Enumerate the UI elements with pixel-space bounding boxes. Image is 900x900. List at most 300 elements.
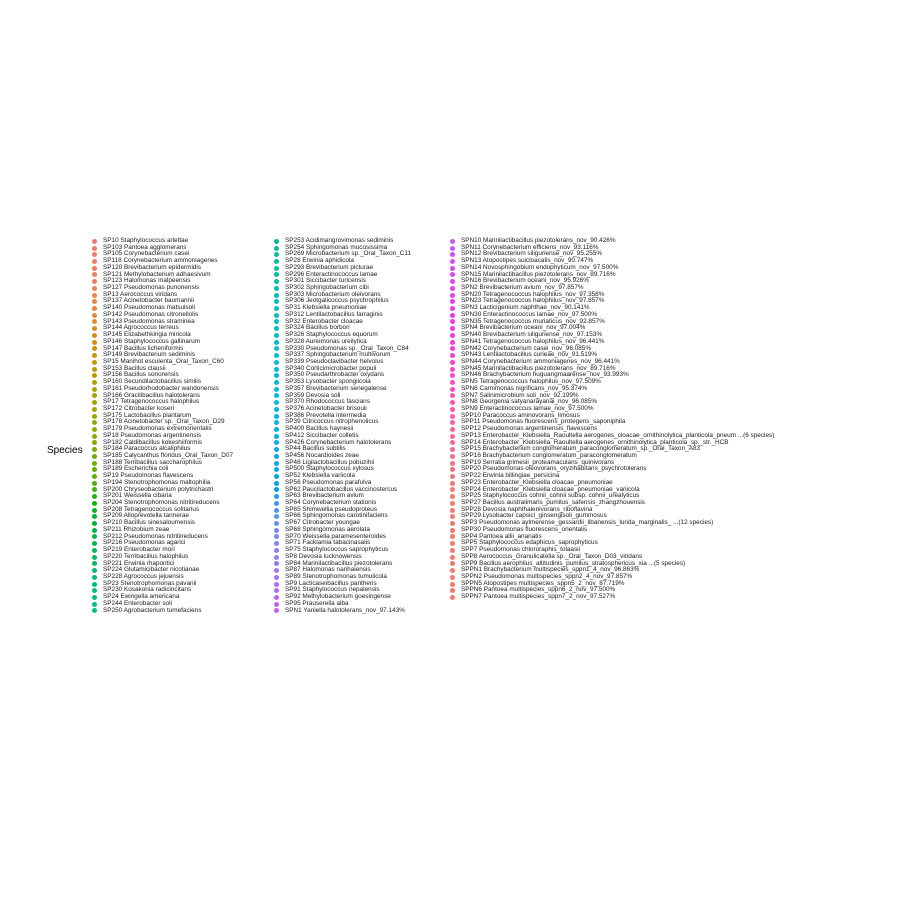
legend-label: SP228 Agrococcus jejuensis xyxy=(103,572,184,580)
legend-label: SP160 Secundilactobacillus similis xyxy=(103,378,202,386)
legend-key-dot xyxy=(450,467,455,472)
legend-key-dot xyxy=(274,501,279,506)
legend-label: SPP9 Bacillus aerophilus_altitudinis_pumilus_stratosphericus_xia ...(5 species) xyxy=(461,559,686,567)
legend-label: SP13 Aerococcus viridans xyxy=(103,290,178,298)
legend-key-dot xyxy=(450,494,455,499)
legend-label: SP144 Agrococcus terreus xyxy=(103,324,179,332)
legend-key-dot xyxy=(274,555,279,560)
legend-label: SP161 Pseudorhodobacter wandonensis xyxy=(103,384,219,392)
legend-key-dot xyxy=(92,306,97,311)
legend-item xyxy=(448,594,774,601)
legend-label: SPPN5 Atopostipes multispecies_sppn5_2_nov_87.719% xyxy=(461,579,625,587)
legend-key-dot xyxy=(274,461,279,466)
legend-key-dot xyxy=(92,440,97,445)
legend-label: SP370 Rhodococcus fascians xyxy=(285,398,370,406)
legend-label: SP84 Marinilactibacillus piezotolerans xyxy=(285,559,393,567)
legend-label: SP219 Enterobacter mori xyxy=(103,546,175,554)
legend-label: SPN45 Marinilactibacillus piezotolerans_nov_89.716% xyxy=(461,364,616,372)
legend-key-dot xyxy=(92,246,97,251)
legend-label: SP250 Agrobacterium tumefaciens xyxy=(103,606,202,614)
legend-label: SPP27 Bacillus australimaris_pumilus_safensis_zhangzhouensis xyxy=(461,499,646,507)
legend-label: SP44 Bacillus subtilis xyxy=(285,445,346,453)
legend-label: SP127 Pseudomonas punonensis xyxy=(103,284,200,292)
legend-label: SP87 Halomonas nanhaiensis xyxy=(285,566,371,574)
legend-key-dot xyxy=(450,367,455,372)
legend-key-dot xyxy=(450,427,455,432)
legend-key-dot xyxy=(92,595,97,600)
legend-label: SP324 Bacillus borbori xyxy=(285,324,350,332)
legend-label: SP359 Devosia soli xyxy=(285,391,341,399)
legend-label: SP32 Enterobacter cloacae xyxy=(285,317,363,325)
legend-label: SP328 Aureimonas ureilytica xyxy=(285,337,367,345)
legend-label: SPN40 Brevibacterium siliguriense_nov_97.153% xyxy=(461,331,603,339)
legend-label: SP184 Paracoccus alcaliphilus xyxy=(103,445,191,453)
legend-label: SPP19 Serratia grimesii_proteamaculans_quinivorans xyxy=(461,458,615,466)
legend-label: SP337 Sphingobacterium multivorum xyxy=(285,351,391,359)
legend-label: SP137 Acinetobacter baumannii xyxy=(103,297,194,305)
legend-label: SP185 Calycanthus floridus_Oral_Taxon_D07 xyxy=(103,452,234,459)
legend-key-dot xyxy=(450,272,455,277)
legend-label: SP52 Klebsiella variicola xyxy=(285,472,355,480)
legend-key-dot xyxy=(274,380,279,385)
legend-key-dot xyxy=(92,487,97,492)
legend-label: SPN10 Marinilactibacillus piezotolerans_nov_90.426% xyxy=(461,237,616,244)
legend-key-dot xyxy=(92,467,97,472)
legend-label: SP143 Pseudomonas straminea xyxy=(103,317,195,325)
legend-key-dot xyxy=(274,299,279,304)
legend-key-dot xyxy=(274,414,279,419)
legend-key-dot xyxy=(450,387,455,392)
legend-label: SPPN1 Brachybacterium multispecies_sppn1_4_nov_96.863% xyxy=(461,566,640,574)
legend-label: SP71 Facklamia tabacinasalis xyxy=(285,539,371,547)
legend-key-dot xyxy=(274,561,279,566)
legend-key-dot xyxy=(92,380,97,385)
legend-key-dot xyxy=(92,508,97,513)
legend-item xyxy=(90,608,233,615)
legend-label: SPN14 Novosphingobium endophyticum_nov_97.500% xyxy=(461,263,619,271)
legend-key-dot xyxy=(274,353,279,358)
legend-key-dot xyxy=(450,534,455,539)
legend-key-dot xyxy=(274,340,279,345)
legend-label: SPP29 Lysobacter capsici_ginsengisoli_gummosus xyxy=(461,512,607,520)
legend-key-dot xyxy=(274,602,279,607)
legend-label: SP178 Acinetobacter sp._Oral_Taxon_D29 xyxy=(103,418,225,426)
legend-label: SP19 Pseudomonas flavescens xyxy=(103,472,194,480)
legend-key-dot xyxy=(274,272,279,277)
legend-label: SP166 Gracilibacillus halotolerans xyxy=(103,391,200,399)
legend-label: SP105 Corynebacterium casei xyxy=(103,250,190,258)
legend-label: SP216 Pseudomonas agarici xyxy=(103,539,186,547)
legend-label: SP142 Pseudomonas citronellolis xyxy=(103,310,199,318)
legend-label: SPN3 Lacticigenium naphthae_nov_90.141% xyxy=(461,304,590,312)
legend-key-dot xyxy=(450,420,455,425)
legend-label: SP146 Staphylococcus gallinarum xyxy=(103,337,200,345)
legend-key-dot xyxy=(92,293,97,298)
legend-label: SP23 Stenotrophomonas pavanii xyxy=(103,579,197,587)
legend-label: SPP25 Staphylococcus cohnii_cohnii subsp. cohnii_urealyticus xyxy=(461,492,640,500)
legend-label: SPP14 Enterobacter_Klebsiella_Raoultella aerogenes_ornithinolytica_planticola_sp._str._HCB xyxy=(461,438,729,446)
legend-label: SP224 Glutamicibacter nicotianae xyxy=(103,566,200,574)
legend-label: SP64 Corynebacterium stationis xyxy=(285,499,377,507)
legend-label: SPP10 Paracoccus aminovorans_limosus xyxy=(461,411,580,419)
legend-key-dot xyxy=(450,541,455,546)
legend-key-dot xyxy=(274,582,279,587)
legend-key-dot xyxy=(92,602,97,607)
legend-label: SP253 Acidimangrovimonas sediminis xyxy=(285,237,394,244)
legend-key-dot xyxy=(274,293,279,298)
legend-key-dot xyxy=(92,340,97,345)
legend-key-dot xyxy=(450,319,455,324)
legend-key-dot xyxy=(274,548,279,553)
legend-label: SP9 Lacticaseibacillus pantheris xyxy=(285,579,377,587)
legend-key-dot xyxy=(274,487,279,492)
legend-key-dot xyxy=(450,246,455,251)
legend-label: SPP20 Pseudomonas oleovorans_oryzihabitans_psychrotolerans xyxy=(461,465,647,473)
legend-label: SP412 Siccibacter colletis xyxy=(285,431,359,439)
legend-key-dot xyxy=(274,246,279,251)
legend-label: SP70 Weissella paramesenteroides xyxy=(285,532,387,540)
legend-key-dot xyxy=(450,360,455,365)
legend-key-dot xyxy=(92,414,97,419)
legend-key-dot xyxy=(274,528,279,533)
legend-key-dot xyxy=(92,360,97,365)
legend-key-dot xyxy=(450,373,455,378)
legend-label: SP296 Enteractinococcus lamae xyxy=(285,270,378,278)
legend-key-dot xyxy=(450,521,455,526)
legend-key-dot xyxy=(92,474,97,479)
legend-label: SPP28 Devosia naphthalenivorans_riboflavina xyxy=(461,505,593,513)
legend-key-dot xyxy=(450,340,455,345)
legend-key-dot xyxy=(274,454,279,459)
legend-key-dot xyxy=(92,373,97,378)
legend-key-dot xyxy=(450,595,455,600)
legend-key-dot xyxy=(92,420,97,425)
legend-label: SPP8 Aerococcus_Granulicatella sp._Oral_Taxon_D03_viridans xyxy=(461,552,643,560)
legend-label: SP92 Methylobacterium goesingense xyxy=(285,593,391,601)
legend-key-dot xyxy=(450,474,455,479)
legend-label: SP500 Staphylococcus xylosus xyxy=(285,465,374,473)
legend-label: SPN8 Georgenia satyanarayanai_nov_96.085% xyxy=(461,398,598,406)
legend-key-dot xyxy=(92,272,97,277)
legend-label: SP121 Methylobacterium adhaesivum xyxy=(103,270,211,278)
legend-key-dot xyxy=(92,367,97,372)
legend-key-dot xyxy=(450,568,455,573)
legend-key-dot xyxy=(274,367,279,372)
legend-key-dot xyxy=(450,582,455,587)
legend-key-dot xyxy=(92,568,97,573)
legend-key-dot xyxy=(92,494,97,499)
legend-key-dot xyxy=(450,555,455,560)
legend-key-dot xyxy=(450,440,455,445)
legend-label: SPP5 Staphylococcus edaphicus_saprophyticus xyxy=(461,539,598,547)
legend-label: SPP12 Pseudomonas argentinensis_flavescens xyxy=(461,425,598,433)
legend-key-dot xyxy=(92,400,97,405)
legend-key-dot xyxy=(450,266,455,271)
legend-label: SP208 Tetragenococcus solitarius xyxy=(103,505,200,513)
legend-label: SP17 Tetragenococcus halophilus xyxy=(103,398,200,406)
legend-key-dot xyxy=(274,286,279,291)
legend-key-dot xyxy=(274,279,279,284)
legend-label: SP65 Shimwellia pseudoproteus xyxy=(285,505,378,513)
legend-key-dot xyxy=(274,608,279,613)
legend-key-dot xyxy=(92,521,97,526)
legend-key-dot xyxy=(274,467,279,472)
legend-label: SPP22 Erwinia billingiae_persicina xyxy=(461,472,560,480)
legend-key-dot xyxy=(274,333,279,338)
legend-key-dot xyxy=(450,434,455,439)
legend-key-dot xyxy=(274,575,279,580)
legend-key-dot xyxy=(274,568,279,573)
legend-key-dot xyxy=(274,440,279,445)
legend-label: SPN13 Atopostipes suicloacalis_nov_90.747% xyxy=(461,257,594,265)
legend-key-dot xyxy=(274,494,279,499)
legend-key-dot xyxy=(450,353,455,358)
legend-label: SP68 Sphingomonas aerolata xyxy=(285,525,370,533)
legend-label: SP330 Pseudomonas sp._Oral_Taxon_C84 xyxy=(285,344,409,352)
legend-label: SP95 Prauserella alba xyxy=(285,599,349,607)
legend-key-dot xyxy=(450,239,455,244)
legend-key-dot xyxy=(450,548,455,553)
legend-label: SP456 Nocardioides zeae xyxy=(285,452,359,459)
legend-label: SP306 Jeotgalicoccus psychrophilus xyxy=(285,297,389,305)
legend-key-dot xyxy=(450,461,455,466)
legend-label: SPN41 Tetragenococcus halophilus_nov_96.441% xyxy=(461,337,605,345)
legend-label: SP67 Citrobacter youngae xyxy=(285,519,360,527)
legend-label: SPN20 Tetragenococcus halophilus_nov_97.358% xyxy=(461,290,605,298)
legend-key-dot xyxy=(92,286,97,291)
legend-key-dot xyxy=(274,514,279,519)
legend-label: SP201 Weissella cibaria xyxy=(103,492,172,500)
legend-label: SPN6 Carnimonas nigrificans_nov_95.374% xyxy=(461,384,588,392)
legend-key-dot xyxy=(92,387,97,392)
legend-key-dot xyxy=(92,427,97,432)
legend-label: SPN9 Enteractinococcus lamae_nov_97.500% xyxy=(461,404,594,412)
legend-key-dot xyxy=(274,407,279,412)
legend-key-dot xyxy=(274,588,279,593)
legend-label: SP56 Pseudomonas parafulva xyxy=(285,478,372,486)
legend-label: SP10 Staphylococcus arlettae xyxy=(103,237,189,244)
legend-key-dot xyxy=(92,461,97,466)
legend-label: SP24 Ewingella americana xyxy=(103,593,180,601)
legend-label: SPN43 Lentilactobacillus curieae_nov_91.519% xyxy=(461,351,598,359)
legend-key-dot xyxy=(92,333,97,338)
legend-key-dot xyxy=(92,481,97,486)
legend-key-dot xyxy=(450,588,455,593)
legend-label: SPP23 Enterobacter_Klebsiella cloacae_pneumoniae xyxy=(461,478,613,486)
legend-key-dot xyxy=(92,528,97,533)
legend-label: SP204 Stenotrophomonas nitritireducens xyxy=(103,499,220,507)
legend-key-dot xyxy=(92,575,97,580)
legend-label: SPP7 Pseudomonas chlororaphis_tolaasii xyxy=(461,546,581,554)
legend-label: SP293 Brevibacterium picturae xyxy=(285,263,374,271)
legend-label: SPP4 Pantoea allii_ananatis xyxy=(461,532,542,540)
legend-key-dot xyxy=(92,326,97,331)
legend-column-1 xyxy=(90,238,233,614)
legend-label: SP188 Terribacillus saccharophilus xyxy=(103,458,202,466)
legend-key-dot xyxy=(92,266,97,271)
legend-key-dot xyxy=(92,279,97,284)
legend-label: SP350 Pseudarthrobacter oxydans xyxy=(285,371,385,379)
legend-label: SP301 Siccibacter turicensis xyxy=(285,277,366,285)
legend-key-dot xyxy=(450,252,455,257)
legend-key-dot xyxy=(274,541,279,546)
legend-title: Species xyxy=(47,445,83,456)
legend-key-dot xyxy=(274,259,279,264)
legend-key-dot xyxy=(92,582,97,587)
legend-key-dot xyxy=(274,521,279,526)
legend-label: SPN46 Brachybacterium huguangmaarense_nov_93.993% xyxy=(461,371,629,379)
legend-label: SPN5 Tetragenococcus halophilus_nov_97.509% xyxy=(461,378,601,386)
legend-key-dot xyxy=(274,360,279,365)
legend-key-dot xyxy=(92,541,97,546)
legend-key-dot xyxy=(92,346,97,351)
legend-key-dot xyxy=(450,286,455,291)
legend-key-dot xyxy=(274,387,279,392)
legend-key-dot xyxy=(92,548,97,553)
legend-label: SP426 Corynebacterium halotolerans xyxy=(285,438,392,446)
legend-key-dot xyxy=(92,252,97,257)
legend-key-dot xyxy=(92,447,97,452)
legend-key-dot xyxy=(450,414,455,419)
legend-key-dot xyxy=(274,373,279,378)
legend-key-dot xyxy=(92,239,97,244)
legend-label: SPN12 Brevibacterium siliguriense_nov_95.255% xyxy=(461,250,603,258)
legend-key-dot xyxy=(274,313,279,318)
legend-label: SP400 Bacillus haynesii xyxy=(285,425,354,433)
legend-label: SP149 Brevibacterium sediminis xyxy=(103,351,195,359)
legend-label: SP39 Citricoccus nitrophenolicus xyxy=(285,418,379,426)
legend-key-dot xyxy=(450,508,455,513)
legend-key-dot xyxy=(92,555,97,560)
legend-key-dot xyxy=(450,346,455,351)
legend-key-dot xyxy=(92,434,97,439)
legend-key-dot xyxy=(274,474,279,479)
legend-key-dot xyxy=(92,319,97,324)
legend-key-dot xyxy=(92,608,97,613)
legend-key-dot xyxy=(274,393,279,398)
legend-key-dot xyxy=(450,279,455,284)
legend-label: SPP30 Pseudomonas fluorescens_orientalis xyxy=(461,525,588,533)
legend-key-dot xyxy=(92,259,97,264)
legend-key-dot xyxy=(450,400,455,405)
legend-label: SP75 Staphylococcus saprophyticus xyxy=(285,546,389,554)
legend-key-dot xyxy=(450,299,455,304)
legend-key-dot xyxy=(450,333,455,338)
legend-key-dot xyxy=(274,400,279,405)
legend-label: SP123 Halomonas malpeensis xyxy=(103,277,191,285)
legend-label: SP302 Sphingobacterium cibi xyxy=(285,284,369,292)
legend-label: SPN7 Salinimicrobium soli_nov_92.199% xyxy=(461,391,579,399)
legend-label: SP303 Microbacterium oleivorans xyxy=(285,290,381,298)
legend-label: SP89 Stenotrophomonas tumulicola xyxy=(285,572,387,580)
legend-label: SP194 Stenotrophomonas maltophilia xyxy=(103,478,211,486)
legend-label: SPP3 Pseudomonas aylmerense_gessardii_libanensis_lurida_marginalis_ ...(12 species) xyxy=(461,519,714,527)
legend-key-dot xyxy=(274,595,279,600)
legend-label: SP269 Microbacterium sp._Oral_Taxon_C11 xyxy=(285,250,411,258)
legend-key-dot xyxy=(274,481,279,486)
legend-label: SP103 Pantoea agglomerans xyxy=(103,243,187,251)
legend-label: SP66 Sphingomonas carotinifaciens xyxy=(285,512,388,520)
legend-key-dot xyxy=(92,501,97,506)
legend-key-dot xyxy=(92,313,97,318)
legend-key-dot xyxy=(274,252,279,257)
legend-key-dot xyxy=(274,427,279,432)
legend-label: SP326 Staphylococcus equorum xyxy=(285,331,378,339)
legend-label: SPP11 Pseudomonas fluorescens_protegens_saponiphila xyxy=(461,418,626,426)
legend-label: SP340 Corticimicrobacter populi xyxy=(285,364,377,372)
legend-key-dot xyxy=(450,575,455,580)
legend-label: SP15 Manihot esculenta_Oral_Taxon_C60 xyxy=(103,357,224,365)
legend-label: SP211 Rhizobium zeae xyxy=(103,525,170,533)
legend-key-dot xyxy=(92,588,97,593)
legend-key-dot xyxy=(92,299,97,304)
legend-key-dot xyxy=(450,481,455,486)
legend-label: SPPN2 Pseudomonas multispecies_sppn2_4_nov_97.857% xyxy=(461,572,633,580)
legend-label: SPN30 Enteractinococcus lamae_nov_97.500% xyxy=(461,310,598,318)
legend-label: SPN11 Corynebacterium efficiens_nov_93.116% xyxy=(461,243,599,251)
legend-label: SP91 Staphylococcus nepalensis xyxy=(285,586,380,594)
legend-label: SP376 Acinetobacter brisouii xyxy=(285,404,367,412)
legend-label: SPN44 Corynebacterium ammoniagenes_nov_96.441% xyxy=(461,357,620,365)
legend-label: SP120 Brevibacterium epidermidis xyxy=(103,263,202,271)
legend-key-dot xyxy=(274,326,279,331)
legend-label: SP339 Pseudoclavibacter helvolus xyxy=(285,357,384,365)
legend-label: SP230 Kosakonia radicincitans xyxy=(103,586,192,594)
legend-key-dot xyxy=(450,528,455,533)
legend-key-dot xyxy=(274,420,279,425)
legend-label: SP18 Pseudomonas argentinensis xyxy=(103,431,202,439)
legend-key-dot xyxy=(92,454,97,459)
legend-key-dot xyxy=(92,561,97,566)
legend-label: SP48 Ligilactobacillus pobuzihii xyxy=(285,458,375,466)
legend-key-dot xyxy=(274,306,279,311)
legend-label: SP179 Pseudomonas extremorientalis xyxy=(103,425,212,433)
legend-label: SP210 Bacillus sinesaloumensis xyxy=(103,519,196,527)
legend-label: SPN4 Brevibacterium oceani_nov_97.004% xyxy=(461,324,586,332)
legend-label: SPP24 Enterobacter_Klebsiella cloacae_pneumoniae_variicola xyxy=(461,485,640,493)
legend-label: SPPN7 Pantoea multispecies_sppn7_2_nov_97.527% xyxy=(461,593,616,601)
legend-key-dot xyxy=(274,266,279,271)
legend-label: SPN16 Brevibacterium oceani_nov_95.926% xyxy=(461,277,589,285)
legend-label: SP312 Lentilactobacillus farraginis xyxy=(285,310,383,318)
legend-label: SPN1 Yaniella halotolerans_nov_97.143% xyxy=(285,606,405,614)
legend-label: SPPN6 Pantoea multispecies_sppn6_2_nov_97.500% xyxy=(461,586,616,594)
legend-label: SPN23 Tetragenococcus halophilus_nov_97.857% xyxy=(461,297,605,305)
legend-key-dot xyxy=(274,434,279,439)
legend-label: SP172 Citrobacter koseri xyxy=(103,404,175,412)
legend-key-dot xyxy=(450,487,455,492)
legend-label: SP353 Lysobacter spongiicola xyxy=(285,378,371,386)
legend-label: SPN42 Corynebacterium casei_nov_96.085% xyxy=(461,344,592,352)
legend-label: SP175 Lactobacillus plantarum xyxy=(103,411,192,419)
legend-key-dot xyxy=(92,514,97,519)
legend-key-dot xyxy=(450,380,455,385)
legend-key-dot xyxy=(92,534,97,539)
legend-key-dot xyxy=(450,501,455,506)
legend-key-dot xyxy=(450,447,455,452)
legend-key-dot xyxy=(274,346,279,351)
legend-label: SP156 Bacillus sonorensis xyxy=(103,371,179,379)
legend-key-dot xyxy=(274,239,279,244)
legend-label: SPP16 Brachybacterium conglomeratum_paraconglomeratum xyxy=(461,452,637,459)
legend-label: SP153 Bacillus clausii xyxy=(103,364,166,372)
legend-key-dot xyxy=(274,508,279,513)
legend-label: SP147 Bacillus licheniformis xyxy=(103,344,184,352)
legend-key-dot xyxy=(450,393,455,398)
legend-key-dot xyxy=(450,561,455,566)
legend-key-dot xyxy=(274,534,279,539)
legend-label: SP200 Chryseobacterium polytrichastri xyxy=(103,485,214,493)
